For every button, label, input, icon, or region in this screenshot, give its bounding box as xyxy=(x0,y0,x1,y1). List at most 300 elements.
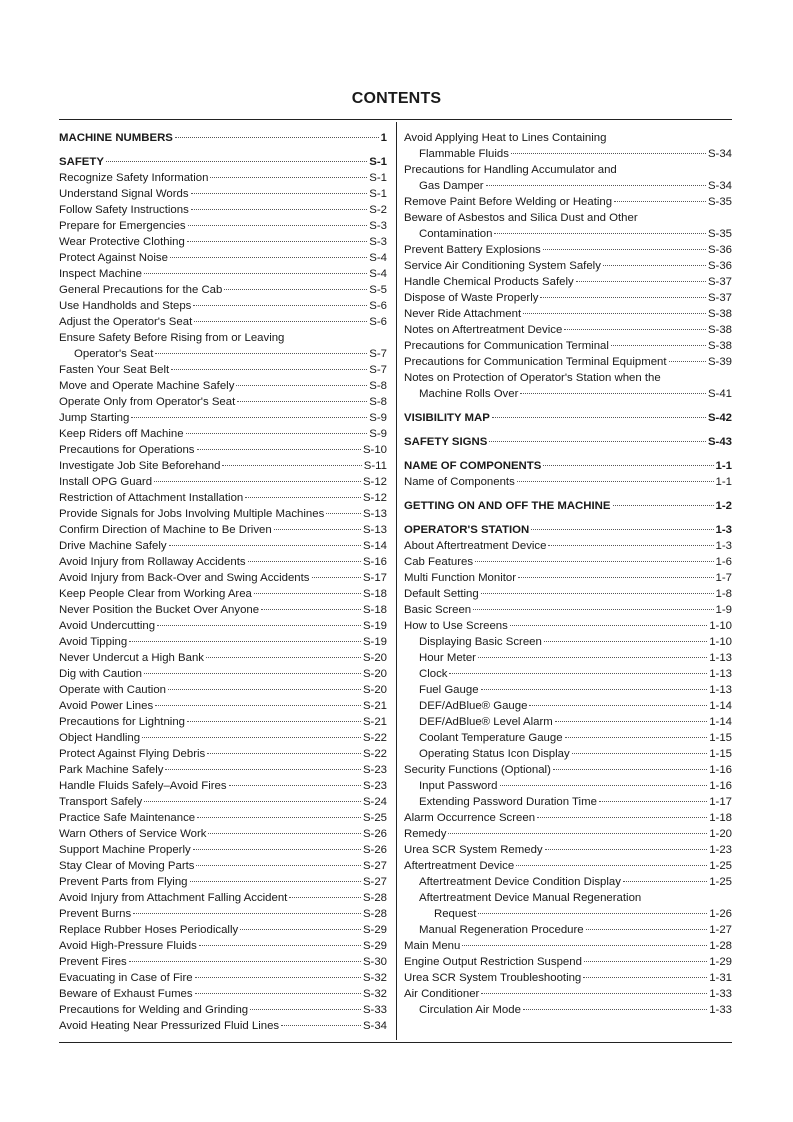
toc-page-number: 1 xyxy=(380,132,387,144)
dot-leader xyxy=(224,289,367,290)
toc-entry[interactable] xyxy=(59,730,387,746)
dot-leader xyxy=(494,233,705,234)
toc-entry-title: Prevent Parts from Flying xyxy=(59,876,188,888)
dot-leader xyxy=(553,769,707,770)
toc-page-number: S-20 xyxy=(362,652,387,664)
toc-entry[interactable] xyxy=(404,730,732,746)
toc-entry-title: Inspect Machine xyxy=(59,268,142,280)
toc-entry-title: Stay Clear of Moving Parts xyxy=(59,860,195,872)
toc-page-number: 1-6 xyxy=(715,556,732,568)
toc-entry[interactable] xyxy=(404,146,732,162)
toc-entry-title: Fuel Gauge xyxy=(419,684,479,696)
left-toc-column xyxy=(59,130,387,1034)
toc-entry-title: Never Undercut a High Bank xyxy=(59,652,204,664)
toc-section-heading[interactable] xyxy=(404,458,732,474)
toc-page-number: S-34 xyxy=(707,180,732,192)
toc-page-number: 1-33 xyxy=(709,1004,732,1016)
toc-entry[interactable] xyxy=(404,986,732,1002)
toc-entry[interactable] xyxy=(59,810,387,826)
dot-leader xyxy=(516,865,707,866)
toc-page-number: 1-1 xyxy=(715,460,732,472)
dot-leader xyxy=(169,545,361,546)
toc-entry[interactable] xyxy=(59,746,387,762)
dot-leader xyxy=(133,913,361,914)
toc-entry-title: DEF/AdBlue® Level Alarm xyxy=(419,716,553,728)
toc-entry[interactable] xyxy=(404,338,732,354)
toc-entry[interactable] xyxy=(404,194,732,210)
toc-entry[interactable] xyxy=(59,602,387,618)
toc-section-heading[interactable] xyxy=(404,522,732,538)
toc-entry-title: MACHINE NUMBERS xyxy=(59,132,173,144)
toc-entry-title: Gas Damper xyxy=(419,180,484,192)
dot-leader xyxy=(478,657,707,658)
toc-entry[interactable] xyxy=(404,842,732,858)
toc-entry[interactable] xyxy=(59,1002,387,1018)
dot-leader xyxy=(540,297,706,298)
toc-entry[interactable] xyxy=(404,826,732,842)
toc-page-number: S-38 xyxy=(707,340,732,352)
toc-page-number: S-32 xyxy=(362,972,387,984)
toc-entry-title: Never Ride Attachment xyxy=(404,308,522,320)
dot-leader xyxy=(155,705,361,706)
dot-leader xyxy=(155,353,367,354)
toc-entry-title: Park Machine Safely xyxy=(59,764,164,776)
toc-entry[interactable] xyxy=(404,602,732,618)
toc-page-number: S-4 xyxy=(369,252,387,264)
toc-entry[interactable] xyxy=(404,538,732,554)
dot-leader xyxy=(129,961,361,962)
toc-page-number: S-35 xyxy=(707,228,732,240)
toc-page-number: S-34 xyxy=(362,1020,387,1032)
toc-entry[interactable] xyxy=(59,970,387,986)
toc-entry[interactable] xyxy=(59,698,387,714)
toc-entry[interactable] xyxy=(404,274,732,290)
dot-leader xyxy=(586,929,708,930)
toc-entry[interactable] xyxy=(59,874,387,890)
toc-entry[interactable] xyxy=(59,538,387,554)
toc-entry-title: Clock xyxy=(419,668,448,680)
toc-page-number: S-1 xyxy=(369,188,387,200)
dot-leader xyxy=(274,529,361,530)
toc-entry[interactable] xyxy=(404,178,732,194)
dot-leader xyxy=(194,321,367,322)
toc-entry-title: Hour Meter xyxy=(419,652,476,664)
toc-entry[interactable] xyxy=(59,282,387,298)
dot-leader xyxy=(199,945,361,946)
toc-entry[interactable] xyxy=(59,186,387,202)
toc-page-number: S-3 xyxy=(369,236,387,248)
dot-leader xyxy=(462,945,707,946)
dot-leader xyxy=(165,769,360,770)
dot-leader xyxy=(236,385,367,386)
toc-entry[interactable] xyxy=(404,554,732,570)
toc-page-number: 1-13 xyxy=(709,684,732,696)
toc-entry-title: Remedy xyxy=(404,828,447,840)
dot-leader xyxy=(614,201,706,202)
toc-entry[interactable] xyxy=(59,410,387,426)
dot-leader xyxy=(245,497,361,498)
toc-entry[interactable] xyxy=(404,938,732,954)
toc-entry[interactable] xyxy=(59,474,387,490)
toc-entry-title: Avoid Injury from Back-Over and Swing Accidents xyxy=(59,572,310,584)
toc-entry[interactable] xyxy=(59,522,387,538)
dot-leader xyxy=(481,689,708,690)
right-toc-column xyxy=(404,130,732,1018)
toc-page-number: S-16 xyxy=(362,556,387,568)
toc-page-number: 1-28 xyxy=(709,940,732,952)
toc-entry[interactable] xyxy=(404,474,732,490)
toc-page-number: S-37 xyxy=(707,292,732,304)
toc-entry[interactable] xyxy=(59,938,387,954)
toc-entry[interactable] xyxy=(59,234,387,250)
toc-entry-title: Never Position the Bucket Over Anyone xyxy=(59,604,260,616)
toc-entry-title: Transport Safely xyxy=(59,796,143,808)
toc-section-heading[interactable] xyxy=(59,130,387,146)
toc-entry[interactable] xyxy=(59,266,387,282)
toc-entry-title: OPERATOR'S STATION xyxy=(404,524,530,536)
dot-leader xyxy=(478,913,707,914)
dot-leader xyxy=(240,929,361,930)
toc-page-number: S-17 xyxy=(362,572,387,584)
toc-entry-title: Machine Rolls Over xyxy=(419,388,519,400)
toc-entry-heading-line[interactable]: Precautions for Handling Accumulator and xyxy=(404,164,617,176)
toc-entry-title: Basic Screen xyxy=(404,604,472,616)
toc-entry[interactable] xyxy=(59,778,387,794)
toc-page-number: S-28 xyxy=(362,908,387,920)
toc-page-number: 1-10 xyxy=(709,620,732,632)
dot-leader xyxy=(544,641,707,642)
toc-entry-title: Jump Starting xyxy=(59,412,130,424)
dot-leader xyxy=(565,737,708,738)
toc-entry[interactable] xyxy=(59,250,387,266)
toc-entry-title: Avoid Injury from Attachment Falling Accident xyxy=(59,892,288,904)
toc-section-heading[interactable] xyxy=(404,410,732,426)
toc-page-number: S-13 xyxy=(362,524,387,536)
dot-leader xyxy=(144,673,361,674)
toc-entry-title: DEF/AdBlue® Gauge xyxy=(419,700,528,712)
toc-entry[interactable] xyxy=(404,258,732,274)
dot-leader xyxy=(449,673,707,674)
dot-leader xyxy=(193,849,361,850)
toc-entry-heading-line[interactable]: Ensure Safety Before Rising from or Leaving xyxy=(59,332,285,344)
dot-leader xyxy=(576,281,706,282)
toc-entry[interactable] xyxy=(59,362,387,378)
toc-entry[interactable] xyxy=(404,954,732,970)
dot-leader xyxy=(222,465,361,466)
dot-leader xyxy=(486,185,706,186)
toc-entry[interactable] xyxy=(404,242,732,258)
column-divider xyxy=(396,122,397,1040)
toc-entry[interactable] xyxy=(404,570,732,586)
toc-entry[interactable] xyxy=(59,714,387,730)
toc-entry[interactable] xyxy=(59,378,387,394)
toc-entry-title: Use Handholds and Steps xyxy=(59,300,192,312)
toc-entry[interactable] xyxy=(404,682,732,698)
toc-entry[interactable] xyxy=(404,618,732,634)
dot-leader xyxy=(254,593,361,594)
toc-entry[interactable] xyxy=(59,922,387,938)
toc-entry[interactable] xyxy=(404,306,732,322)
dot-leader xyxy=(500,785,708,786)
toc-entry-title: Keep People Clear from Working Area xyxy=(59,588,252,600)
toc-page-number: S-13 xyxy=(362,508,387,520)
toc-page-number: S-11 xyxy=(363,460,387,472)
toc-entry-title: Operate with Caution xyxy=(59,684,167,696)
toc-entry-title: Aftertreatment Device Condition Display xyxy=(419,876,621,888)
toc-entry[interactable] xyxy=(59,506,387,522)
toc-entry[interactable] xyxy=(404,874,732,890)
toc-page-number: S-6 xyxy=(369,300,387,312)
toc-entry[interactable] xyxy=(59,314,387,330)
toc-entry-title: Avoid Tipping xyxy=(59,636,128,648)
toc-page-number: 1-13 xyxy=(709,652,732,664)
toc-entry[interactable] xyxy=(59,170,387,186)
toc-page-number: 1-16 xyxy=(709,780,732,792)
toc-entry[interactable] xyxy=(59,1018,387,1034)
toc-page-number: S-38 xyxy=(707,324,732,336)
dot-leader xyxy=(623,881,707,882)
toc-page-number: S-19 xyxy=(362,620,387,632)
toc-entry-title: Service Air Conditioning System Safely xyxy=(404,260,601,272)
dot-leader xyxy=(511,153,706,154)
toc-page-number: 1-1 xyxy=(715,476,732,488)
toc-entry-title: Adjust the Operator's Seat xyxy=(59,316,193,328)
toc-page-number: 1-31 xyxy=(709,972,732,984)
toc-entry-title: General Precautions for the Cab xyxy=(59,284,223,296)
toc-entry[interactable] xyxy=(59,554,387,570)
toc-entry[interactable] xyxy=(59,218,387,234)
toc-page-number: S-20 xyxy=(362,684,387,696)
toc-entry-title: Contamination xyxy=(419,228,493,240)
dot-leader xyxy=(289,897,361,898)
toc-page-number: S-8 xyxy=(369,396,387,408)
toc-entry-title: Drive Machine Safely xyxy=(59,540,167,552)
toc-entry[interactable] xyxy=(59,298,387,314)
toc-entry[interactable] xyxy=(404,666,732,682)
dot-leader xyxy=(229,785,361,786)
dot-leader xyxy=(144,801,361,802)
toc-section-heading[interactable] xyxy=(404,498,732,514)
toc-entry[interactable] xyxy=(59,426,387,442)
toc-entry-title: Wear Protective Clothing xyxy=(59,236,185,248)
dot-leader xyxy=(171,369,367,370)
toc-entry[interactable] xyxy=(404,354,732,370)
toc-entry[interactable] xyxy=(404,1002,732,1018)
toc-entry-title: Confirm Direction of Machine to Be Driven xyxy=(59,524,272,536)
toc-entry-title: Avoid High-Pressure Fluids xyxy=(59,940,197,952)
toc-entry-title: Evacuating in Case of Fire xyxy=(59,972,193,984)
toc-entry-title: Understand Signal Words xyxy=(59,188,189,200)
toc-page-number: S-36 xyxy=(707,244,732,256)
dot-leader xyxy=(186,433,368,434)
toc-entry-title: NAME OF COMPONENTS xyxy=(404,460,542,472)
dot-leader xyxy=(195,977,361,978)
toc-entry[interactable] xyxy=(59,202,387,218)
toc-entry[interactable] xyxy=(404,970,732,986)
dot-leader xyxy=(545,849,708,850)
toc-entry[interactable] xyxy=(404,858,732,874)
dot-leader xyxy=(492,417,706,418)
toc-entry[interactable] xyxy=(59,890,387,906)
dot-leader xyxy=(613,505,714,506)
dot-leader xyxy=(196,865,360,866)
toc-page-number: 1-10 xyxy=(709,636,732,648)
dot-leader xyxy=(131,417,367,418)
toc-entry[interactable] xyxy=(404,586,732,602)
top-rule xyxy=(59,119,732,120)
toc-entry[interactable] xyxy=(59,618,387,634)
toc-entry[interactable] xyxy=(404,290,732,306)
toc-entry-title: Multi Function Monitor xyxy=(404,572,517,584)
toc-entry-title: Prevent Fires xyxy=(59,956,127,968)
toc-entry-title: Extending Password Duration Time xyxy=(419,796,597,808)
toc-page-number: S-3 xyxy=(369,220,387,232)
toc-entry[interactable] xyxy=(59,906,387,922)
dot-leader xyxy=(669,361,706,362)
toc-entry[interactable] xyxy=(404,762,732,778)
toc-page-number: S-22 xyxy=(362,732,387,744)
toc-entry-title: Manual Regeneration Procedure xyxy=(419,924,584,936)
toc-entry[interactable] xyxy=(59,458,387,474)
toc-page-number: S-19 xyxy=(362,636,387,648)
toc-entry-title: About Aftertreatment Device xyxy=(404,540,547,552)
toc-entry-title: Avoid Injury from Rollaway Accidents xyxy=(59,556,246,568)
dot-leader xyxy=(175,137,379,138)
toc-entry[interactable] xyxy=(59,634,387,650)
toc-entry[interactable] xyxy=(404,794,732,810)
toc-entry-title: Protect Against Noise xyxy=(59,252,168,264)
dot-leader xyxy=(475,561,714,562)
toc-page-number: 1-9 xyxy=(715,604,732,616)
toc-entry[interactable] xyxy=(404,922,732,938)
toc-entry[interactable] xyxy=(59,954,387,970)
toc-entry-title: Operate Only from Operator's Seat xyxy=(59,396,236,408)
toc-entry-title: Precautions for Communication Terminal xyxy=(404,340,609,352)
dot-leader xyxy=(531,529,713,530)
dot-leader xyxy=(548,545,713,546)
dot-leader xyxy=(543,465,713,466)
toc-page-number: 1-25 xyxy=(709,860,732,872)
toc-section-heading[interactable] xyxy=(59,154,387,170)
toc-section-heading[interactable] xyxy=(404,434,732,450)
toc-entry-title: Warn Others of Service Work xyxy=(59,828,207,840)
toc-entry[interactable] xyxy=(59,490,387,506)
toc-entry[interactable] xyxy=(404,226,732,242)
toc-page-number: S-1 xyxy=(369,172,387,184)
toc-page-number: S-27 xyxy=(362,860,387,872)
dot-leader xyxy=(187,241,367,242)
toc-entry[interactable] xyxy=(59,842,387,858)
toc-entry-title: GETTING ON AND OFF THE MACHINE xyxy=(404,500,611,512)
toc-page-number: 1-23 xyxy=(709,844,732,856)
toc-page-number: 1-27 xyxy=(709,924,732,936)
toc-entry[interactable] xyxy=(404,714,732,730)
toc-entry-title: Precautions for Lightning xyxy=(59,716,186,728)
toc-entry-heading-line[interactable]: Aftertreatment Device Manual Regeneration xyxy=(419,892,642,904)
toc-entry[interactable] xyxy=(59,442,387,458)
toc-page-number: 1-18 xyxy=(709,812,732,824)
toc-entry-title: Air Conditioner xyxy=(404,988,480,1000)
dot-leader xyxy=(170,257,367,258)
toc-entry-title: Input Password xyxy=(419,780,498,792)
toc-entry[interactable] xyxy=(404,778,732,794)
toc-page-number: 1-20 xyxy=(709,828,732,840)
toc-entry[interactable] xyxy=(404,634,732,650)
toc-entry-heading-line[interactable]: Avoid Applying Heat to Lines Containing xyxy=(404,132,607,144)
toc-entry[interactable] xyxy=(59,346,387,362)
toc-entry[interactable] xyxy=(404,746,732,762)
dot-leader xyxy=(517,481,714,482)
dot-leader xyxy=(106,161,367,162)
toc-entry[interactable] xyxy=(59,826,387,842)
dot-leader xyxy=(193,305,367,306)
toc-page-number: S-5 xyxy=(369,284,387,296)
toc-entry[interactable] xyxy=(59,666,387,682)
toc-entry[interactable] xyxy=(404,386,732,402)
toc-page-number: S-9 xyxy=(369,428,387,440)
toc-entry[interactable] xyxy=(59,570,387,586)
toc-entry-title: Avoid Power Lines xyxy=(59,700,154,712)
toc-page-number: S-29 xyxy=(362,940,387,952)
toc-page-number: S-8 xyxy=(369,380,387,392)
toc-entry-heading-line[interactable]: Notes on Protection of Operator's Station when the xyxy=(404,372,661,384)
toc-entry[interactable] xyxy=(59,682,387,698)
toc-page-number: 1-14 xyxy=(709,716,732,728)
toc-page-number: S-18 xyxy=(362,588,387,600)
dot-leader xyxy=(523,1009,707,1010)
toc-entry-title: Handle Chemical Products Safely xyxy=(404,276,574,288)
dot-leader xyxy=(529,705,707,706)
toc-entry[interactable] xyxy=(59,394,387,410)
toc-entry-title: VISIBILITY MAP xyxy=(404,412,490,424)
toc-page-number: S-38 xyxy=(707,308,732,320)
dot-leader xyxy=(481,593,714,594)
toc-entry[interactable] xyxy=(59,762,387,778)
toc-entry-title: Coolant Temperature Gauge xyxy=(419,732,563,744)
toc-entry-title: Security Functions (Optional) xyxy=(404,764,551,776)
toc-entry-title: Recognize Safety Information xyxy=(59,172,209,184)
toc-entry-title: Avoid Heating Near Pressurized Fluid Lines xyxy=(59,1020,280,1032)
toc-page-number: S-33 xyxy=(362,1004,387,1016)
toc-entry-title: Install OPG Guard xyxy=(59,476,153,488)
dot-leader xyxy=(603,265,706,266)
toc-entry-heading-line[interactable]: Beware of Asbestos and Silica Dust and Other xyxy=(404,212,638,224)
toc-page-number: S-32 xyxy=(362,988,387,1000)
toc-entry[interactable] xyxy=(59,858,387,874)
toc-page-number: S-24 xyxy=(362,796,387,808)
toc-entry[interactable] xyxy=(404,698,732,714)
dot-leader xyxy=(599,801,707,802)
dot-leader xyxy=(197,817,361,818)
toc-entry[interactable] xyxy=(404,906,732,922)
toc-entry[interactable] xyxy=(59,650,387,666)
toc-entry[interactable] xyxy=(404,650,732,666)
dot-leader xyxy=(248,561,361,562)
toc-entry[interactable] xyxy=(59,586,387,602)
toc-entry[interactable] xyxy=(59,986,387,1002)
toc-page-number: S-12 xyxy=(362,476,387,488)
dot-leader xyxy=(210,177,367,178)
toc-entry[interactable] xyxy=(404,810,732,826)
toc-entry-title: Support Machine Properly xyxy=(59,844,191,856)
toc-entry-title: Beware of Exhaust Fumes xyxy=(59,988,193,1000)
toc-entry-title: Aftertreatment Device xyxy=(404,860,515,872)
toc-entry-title: Alarm Occurrence Screen xyxy=(404,812,536,824)
dot-leader xyxy=(250,1009,361,1010)
toc-page-number: 1-16 xyxy=(709,764,732,776)
toc-entry[interactable] xyxy=(59,794,387,810)
toc-entry[interactable] xyxy=(404,322,732,338)
